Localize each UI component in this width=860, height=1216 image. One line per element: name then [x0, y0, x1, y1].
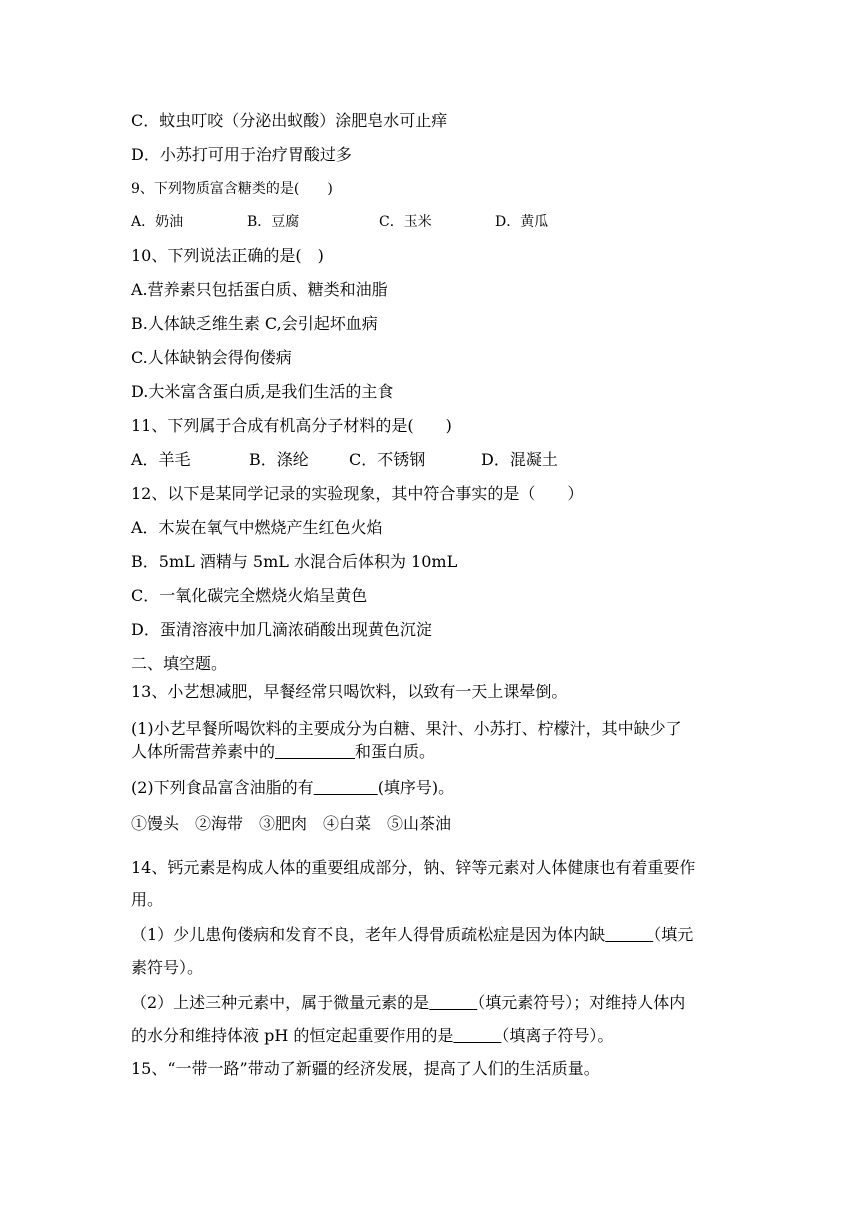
- q14-part1-line1: [131, 924, 693, 946]
- q13-part1-text: 人体所需营养素中的: [131, 742, 276, 761]
- q8-option-c: C．蚊虫叮咬（分泌出蚁酸）涂肥皂水可止痒: [131, 111, 448, 130]
- q9-option-b: B．豆腐: [247, 214, 300, 230]
- q14-blank-1[interactable]: [605, 925, 653, 944]
- q14-part2-line2: [131, 1025, 613, 1047]
- section-title: 二、填空题。: [131, 654, 228, 673]
- q13-blank-2[interactable]: [314, 778, 378, 797]
- q13-part1-line2: [131, 741, 435, 763]
- q13-blank-1[interactable]: [275, 742, 355, 761]
- q8-option-d: D．小苏打可用于治疗胃酸过多: [131, 145, 352, 164]
- q9-options: [131, 211, 548, 233]
- q14-stem-line2: 用。: [131, 890, 164, 909]
- q9-option-c: C．玉米: [379, 214, 432, 230]
- q9-option-a: A．奶油: [131, 214, 184, 230]
- q13-part2-suffix: (填序号)。: [377, 778, 455, 797]
- q13-part1-line1: (1)小艺早餐所喝饮料的主要成分为白糖、果汁、小苏打、柠檬汁，其中缺少了: [131, 719, 682, 738]
- q10-stem: 10、下列说法正确的是( ): [131, 246, 324, 265]
- q14-blank-2[interactable]: [429, 993, 477, 1012]
- q14-part2-line2-suffix: （填离子符号）。: [501, 1026, 614, 1045]
- q14-part2-line1: [131, 992, 685, 1014]
- q14-part2-text: （2）上述三种元素中，属于微量元素的是: [131, 993, 430, 1012]
- q13-part2-text: (2)下列食品富含油脂的有: [131, 778, 314, 797]
- q12-option-c: C．一氧化碳完全燃烧火焰呈黄色: [131, 586, 368, 605]
- q9-stem: 9、下列物质富含糖类的是( ): [131, 181, 333, 197]
- q10-option-c: C.人体缺钠会得佝偻病: [131, 348, 292, 367]
- q14-blank-3[interactable]: [453, 1026, 501, 1045]
- q11-stem: 11、下列属于合成有机高分子材料的是( ): [131, 416, 452, 435]
- q13-food-list: ①馒头 ②海带 ③肥肉 ④白菜 ⑤山茶油: [131, 814, 452, 833]
- q13-stem: 13、小艺想减肥，早餐经常只喝饮料，以致有一天上课晕倒。: [131, 682, 568, 701]
- q15-stem: 15、“一带一路”带动了新疆的经济发展，提高了人们的生活质量。: [131, 1059, 600, 1078]
- q11-option-d: D．混凝土: [481, 450, 558, 469]
- q14-part1-suffix: （填元: [653, 925, 694, 944]
- q14-part2-suffix: （填元素符号）；对维持人体内: [477, 993, 686, 1012]
- q10-option-d: D.大米富含蛋白质,是我们生活的主食: [131, 382, 394, 401]
- q10-option-b: B.人体缺乏维生素 C,会引起坏血病: [131, 314, 378, 333]
- q13-part1-suffix: 和蛋白质。: [355, 742, 436, 761]
- q12-option-d: D．蛋清溶液中加几滴浓硝酸出现黄色沉淀: [131, 620, 432, 639]
- q10-option-a: A.营养素只包括蛋白质、糖类和油脂: [131, 280, 388, 299]
- q13-part2: [131, 777, 454, 799]
- q12-stem: 12、以下是某同学记录的实验现象，其中符合事实的是（ ）: [131, 484, 584, 503]
- q9-option-d: D．黄瓜: [495, 214, 549, 230]
- q12-option-a: A．木炭在氧气中燃烧产生红色火焰: [131, 518, 383, 537]
- q14-stem-line1: 14、钙元素是构成人体的重要组成部分，钠、锌等元素对人体健康也有着重要作: [131, 858, 696, 877]
- q11-option-c: C．不锈钢: [349, 450, 426, 469]
- q11-option-b: B．涤纶: [249, 450, 309, 469]
- q11-options: [131, 449, 558, 471]
- q12-option-b: B．5mL 酒精与 5mL 水混合后体积为 10mL: [131, 552, 458, 571]
- q11-option-a: A．羊毛: [131, 450, 191, 469]
- q14-part2-line2-text: 的水分和维持体液 pH 的恒定起重要作用的是: [131, 1026, 454, 1045]
- q14-part1-text: （1）少儿患佝偻病和发育不良，老年人得骨质疏松症是因为体内缺: [131, 925, 606, 944]
- q14-part1-line2: 素符号）。: [131, 958, 204, 977]
